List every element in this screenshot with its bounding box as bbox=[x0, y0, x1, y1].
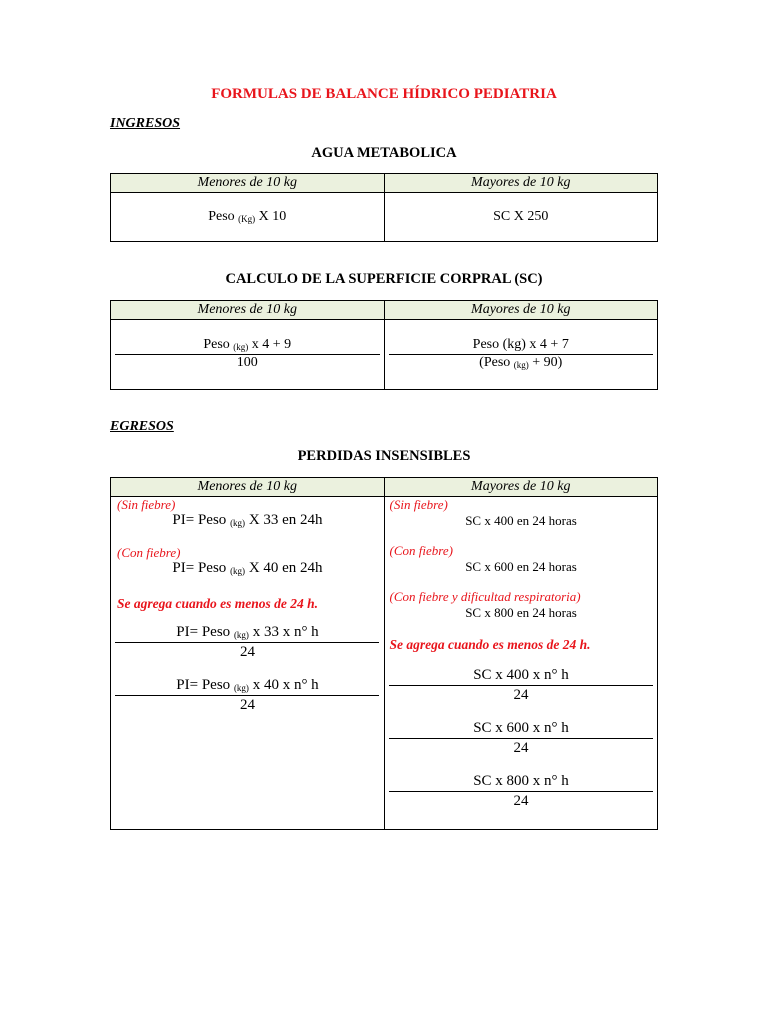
col-header-mayores: Mayores de 10 kg bbox=[384, 174, 658, 193]
perdidas-insensibles-table bbox=[110, 477, 658, 830]
fraction-line bbox=[389, 791, 653, 792]
sc-600-24h: SC x 600 en 24 horas bbox=[465, 559, 577, 574]
col-header-menores: Menores de 10 kg bbox=[111, 174, 385, 193]
sc-fraction-600-denominator: 24 bbox=[513, 740, 529, 756]
fraction-line bbox=[389, 738, 653, 739]
section-egresos: EGRESOS bbox=[110, 419, 174, 434]
sc-left-denominator: 100 bbox=[236, 355, 258, 370]
sc-left-cell bbox=[111, 320, 385, 390]
sc-800-24h: SC x 800 en 24 horas bbox=[465, 605, 577, 620]
sc-400-24h: SC x 400 en 24 horas bbox=[465, 513, 577, 528]
agua-metabolica-table bbox=[110, 173, 658, 242]
sc-right-numerator: Peso (kg) x 4 + 7 bbox=[472, 337, 569, 352]
pi-fraction-2-numerator: PI= Peso $_{(kg)}$ x 40 x n° h bbox=[176, 677, 319, 693]
pi-formula-sin-fiebre: PI= Peso $_{(kg)}$ X 33 en 24h bbox=[172, 512, 323, 528]
sc-fraction-400-numerator: SC x 400 x n° h bbox=[473, 667, 569, 683]
menos-24h-note: Se agrega cuando es menos de 24 h. bbox=[117, 596, 319, 611]
pi-fraction-1-denominator: 24 bbox=[240, 644, 255, 660]
pi-right-cell bbox=[384, 497, 658, 830]
agua-right-formula: SC X 250 bbox=[493, 209, 549, 224]
sc-right-cell bbox=[384, 320, 658, 390]
sin-fiebre-label: (Sin fiebre) bbox=[117, 497, 176, 512]
pi-left-cell bbox=[111, 497, 385, 830]
pi-fraction-2-denominator: 24 bbox=[240, 697, 255, 713]
superficie-corporal-title: CALCULO DE LA SUPERFICIE CORPRAL (SC) bbox=[225, 271, 543, 287]
agua-left-cell bbox=[111, 193, 385, 242]
menos-24h-note: Se agrega cuando es menos de 24 h. bbox=[389, 637, 591, 652]
pi-formula-con-fiebre: PI= Peso $_{(kg)}$ X 40 en 24h bbox=[172, 560, 323, 576]
col-header-mayores: Mayores de 10 kg bbox=[384, 301, 658, 320]
fraction-line bbox=[389, 685, 653, 686]
section-ingresos: INGRESOS bbox=[110, 116, 181, 131]
sc-fraction-800-numerator: SC x 800 x n° h bbox=[473, 773, 569, 789]
fraction-line bbox=[115, 695, 379, 696]
agua-left-formula: Peso $_{(Kg)}$ X 10 bbox=[208, 209, 287, 224]
fraction-line bbox=[115, 642, 379, 643]
sin-fiebre-label: (Sin fiebre) bbox=[389, 497, 448, 512]
col-header-menores: Menores de 10 kg bbox=[111, 478, 385, 497]
sc-left-numerator: Peso $_{(kg)}$ x 4 + 9 bbox=[203, 337, 292, 352]
agua-metabolica-title: AGUA METABOLICA bbox=[311, 145, 457, 161]
col-header-mayores: Mayores de 10 kg bbox=[384, 478, 658, 497]
document-title: FORMULAS DE BALANCE HÍDRICO PEDIATRIA bbox=[211, 86, 557, 102]
col-header-menores: Menores de 10 kg bbox=[111, 301, 385, 320]
sc-right-denominator: (Peso $_{(kg)}$ + 90) bbox=[479, 355, 563, 370]
agua-right-cell bbox=[384, 193, 658, 242]
perdidas-insensibles-title: PERDIDAS INSENSIBLES bbox=[297, 448, 471, 464]
sc-fraction-600-numerator: SC x 600 x n° h bbox=[473, 720, 569, 736]
con-fiebre-label: (Con fiebre) bbox=[117, 545, 181, 560]
con-fiebre-dificultad-label: (Con fiebre y dificultad respiratoria) bbox=[389, 589, 581, 604]
sc-fraction-400-denominator: 24 bbox=[513, 687, 529, 703]
superficie-corporal-table bbox=[110, 300, 658, 390]
sc-fraction-800-denominator: 24 bbox=[513, 793, 529, 809]
con-fiebre-label: (Con fiebre) bbox=[389, 543, 453, 558]
pi-fraction-1-numerator: PI= Peso $_{(kg)}$ x 33 x n° h bbox=[176, 624, 319, 640]
